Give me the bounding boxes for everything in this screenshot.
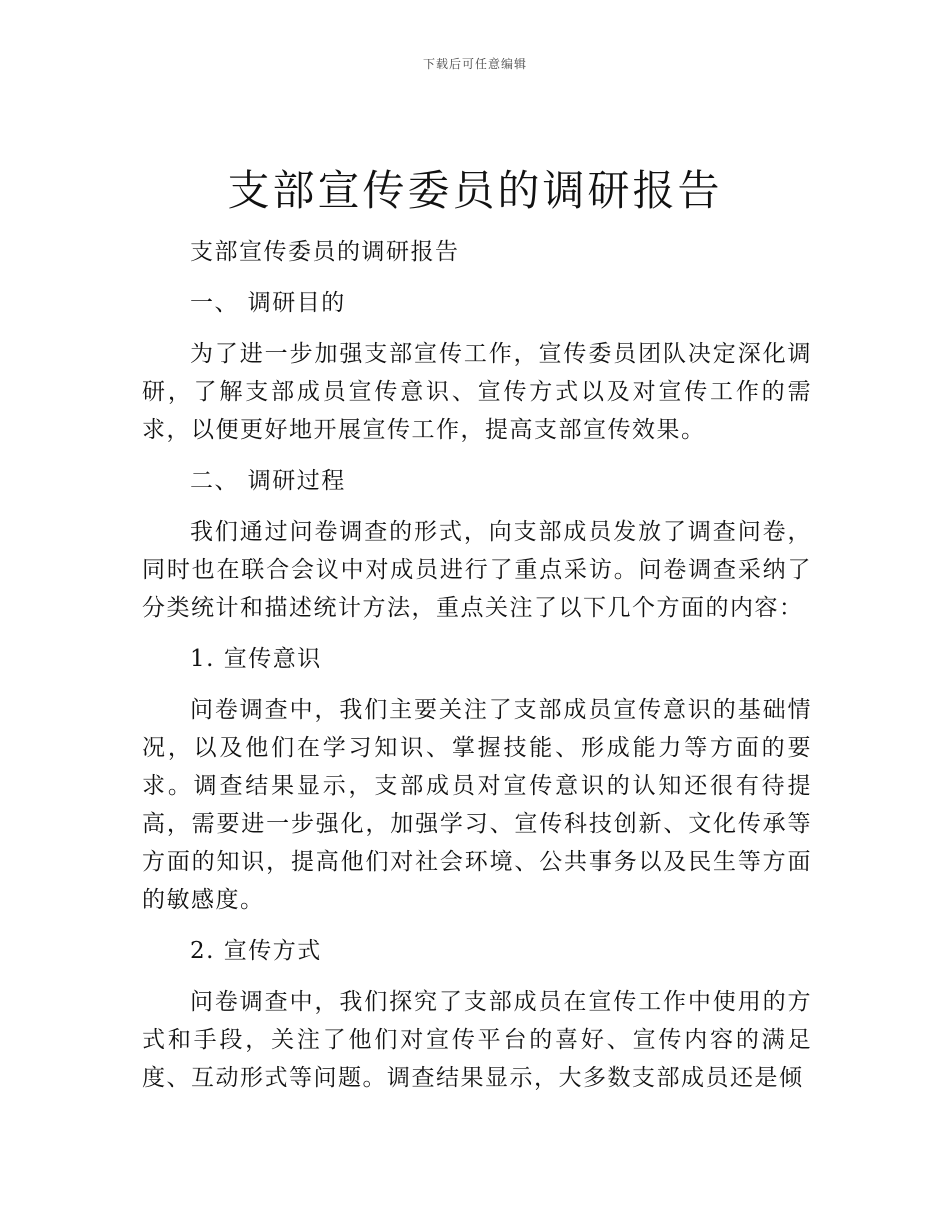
- report-subtitle: 支部宣传委员的调研报告: [190, 239, 460, 265]
- paragraph-methods: 问卷调查中，我们探究了支部成员在宣传工作中使用的方式和手段，关注了他们对宣传平台的喜好、宣传内容的满足度、互动形式等问题。调查结果显示，大多数支部成员还是倾: [142, 989, 812, 1091]
- section-heading-process: 二、 调研过程: [190, 468, 346, 494]
- subsection-heading-awareness: 1. 宣传意识: [190, 646, 322, 672]
- section-heading-purpose: 一、 调研目的: [190, 290, 346, 316]
- paragraph-process: 我们通过问卷调查的形式，向支部成员发放了调查问卷，同时也在联合会议中对成员进行了重点采访。问卷调查采纳了分类统计和描述统计方法，重点关注了以下几个方面的内容：: [142, 519, 812, 621]
- paragraph-purpose: 为了进一步加强支部宣传工作，宣传委员团队决定深化调研，了解支部成员宣传意识、宣传方式以及对宣传工作的需求，以便更好地开展宣传工作，提高支部宣传效果。: [142, 341, 812, 443]
- document-title: 支部宣传委员的调研报告: [227, 166, 723, 215]
- paragraph-awareness: 问卷调查中，我们主要关注了支部成员宣传意识的基础情况，以及他们在学习知识、掌握技能、形成能力等方面的要求。调查结果显示，支部成员对宣传意识的认知还很有待提高，需要进一步强化，加强学习、宣传科技创新、文化传承等方面的知识，提高他们对社会环境、公共事务以及民生等方面的敏感度。: [142, 697, 812, 913]
- subsection-heading-methods: 2. 宣传方式: [190, 938, 322, 964]
- document-body: [142, 233, 812, 1110]
- page-header-note: 下载后可任意编辑: [422, 57, 527, 71]
